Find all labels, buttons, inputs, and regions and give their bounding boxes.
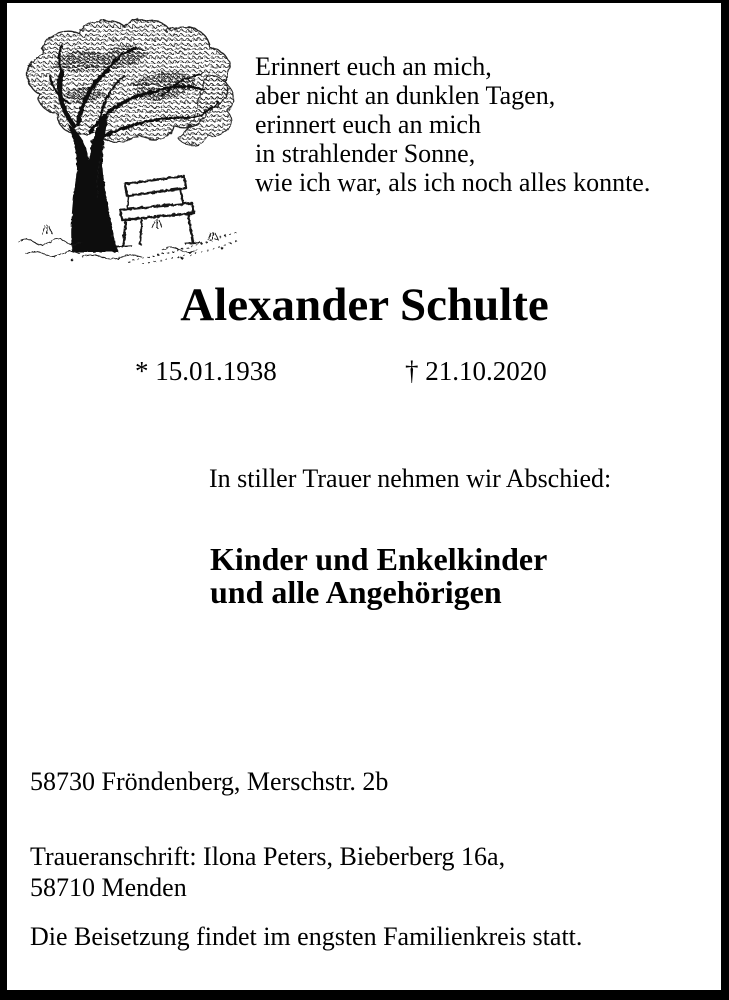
poem-line: Erinnert euch an mich, — [255, 52, 492, 81]
poem-line: in strahlender Sonne, — [255, 139, 476, 168]
deceased-name: Alexander Schulte — [180, 279, 549, 331]
memorial-poem — [255, 52, 650, 197]
condolence-line: 58710 Menden — [30, 873, 187, 902]
farewell-intro: In stiller Trauer nehmen wir Abschied: — [209, 464, 612, 493]
burial-note: Die Beisetzung findet im engsten Familienkreis statt. — [30, 922, 583, 951]
mourners-names — [210, 543, 547, 609]
residence-address: 58730 Fröndenberg, Merschstr. 2b — [30, 767, 389, 796]
birth-date: * 15.01.1938 — [135, 356, 277, 386]
poem-line: wie ich war, als ich noch alles konnte. — [255, 168, 651, 197]
mourners-line: und alle Angehörigen — [210, 574, 502, 610]
condolence-address — [30, 841, 505, 903]
condolence-line: Traueranschrift: Ilona Peters, Bieberberg 16a, — [30, 842, 506, 871]
mourners-line: Kinder und Enkelkinder — [210, 541, 548, 577]
poem-line: erinnert euch an mich — [255, 110, 481, 139]
tree-with-bench-icon — [12, 14, 242, 264]
poem-line: aber nicht an dunklen Tagen, — [255, 81, 556, 110]
death-date: † 21.10.2020 — [405, 356, 547, 386]
tree-bench-illustration — [12, 14, 242, 264]
